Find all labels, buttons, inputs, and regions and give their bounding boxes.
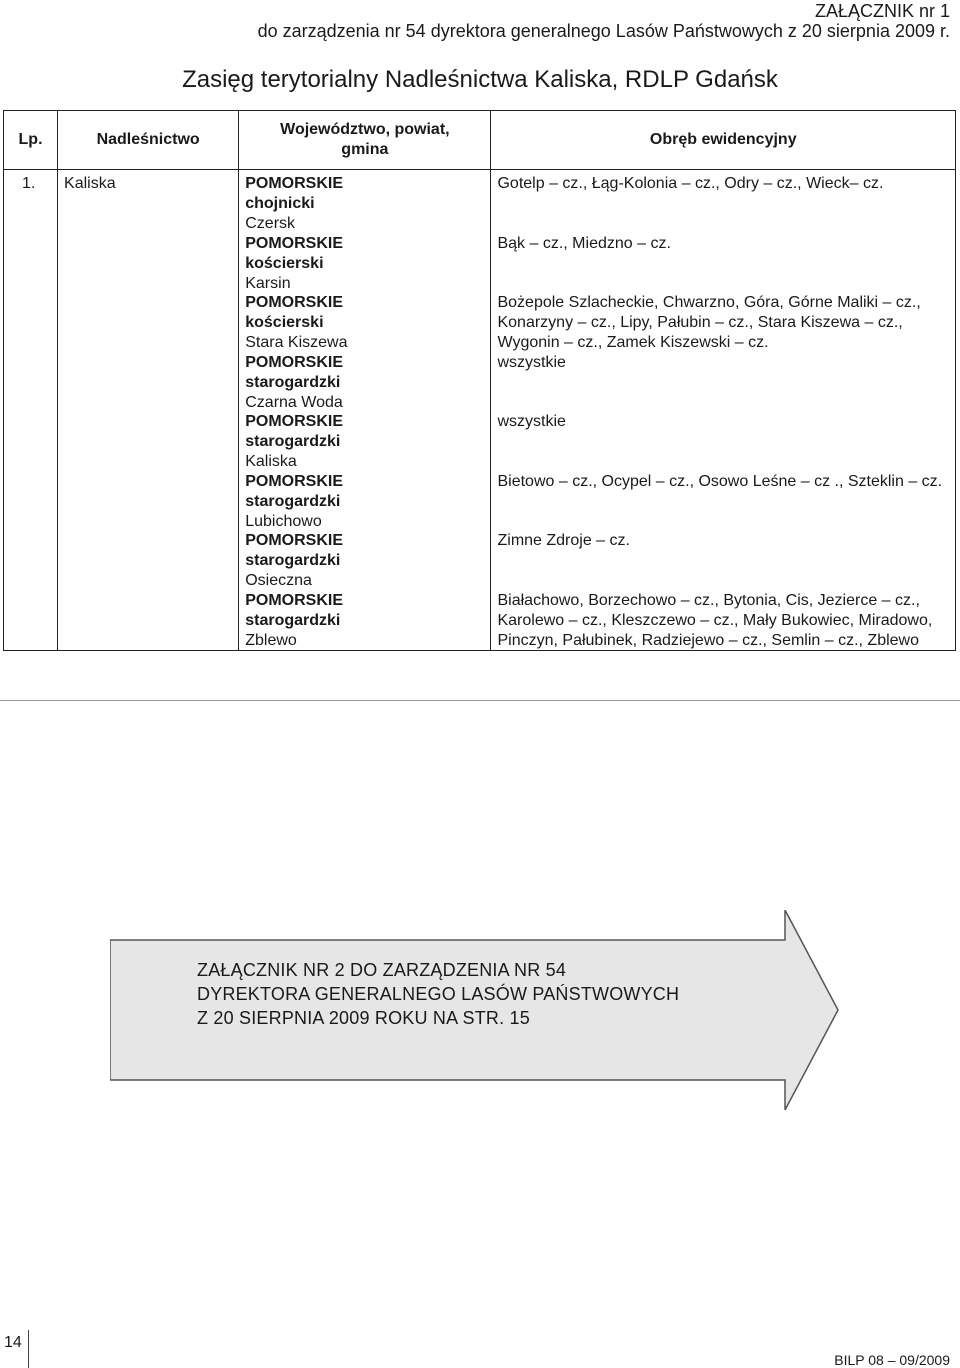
obreb-entry: Bąk – cz., Miedzno – cz. bbox=[497, 234, 671, 252]
voivodeship-name: POMORSKIE bbox=[245, 532, 344, 549]
annex-2-line-1: ZAŁĄCZNIK NR 2 DO ZARZĄDZENIA NR 54 bbox=[197, 960, 567, 980]
nadlesnictwo-value: Kaliska bbox=[64, 175, 116, 192]
page-number: 14 bbox=[4, 1334, 22, 1351]
commune-name: Lubichowo bbox=[245, 512, 322, 530]
territory-table bbox=[3, 110, 956, 651]
county-name: kościerski bbox=[245, 314, 324, 331]
commune-name: Zblewo bbox=[245, 631, 297, 649]
voivodeship-name: POMORSKIE bbox=[245, 591, 344, 609]
commune-name: Kaliska bbox=[245, 453, 297, 470]
voivodeship-name: POMORSKIE bbox=[245, 353, 344, 371]
wojewodztwo-entry bbox=[245, 531, 490, 591]
county-name: starogardzki bbox=[245, 552, 341, 569]
lp-cell bbox=[4, 170, 58, 651]
wojewodztwo-cell bbox=[239, 170, 491, 651]
voivodeship-name: POMORSKIE bbox=[245, 175, 344, 192]
wojewodztwo-entry bbox=[245, 472, 490, 532]
county-name: chojnicki bbox=[245, 195, 315, 212]
obreb-entry: wszystkie bbox=[497, 413, 566, 430]
wojewodztwo-entry bbox=[245, 353, 490, 413]
obreb-cell bbox=[491, 170, 956, 651]
journal-issue: BILP 08 – 09/2009 bbox=[834, 1352, 950, 1368]
wojewodztwo-entry bbox=[245, 174, 490, 234]
county-name: starogardzki bbox=[245, 373, 341, 391]
commune-name: Osieczna bbox=[245, 572, 312, 589]
annex-reference: do zarządzenia nr 54 dyrektora generalnego Lasów Państwowych z 20 sierpnia 2009 r. bbox=[257, 21, 950, 41]
county-name: starogardzki bbox=[245, 611, 341, 629]
section-divider bbox=[0, 700, 960, 701]
wojewodztwo-entry bbox=[245, 293, 490, 353]
commune-name: Karsin bbox=[245, 274, 291, 292]
wojewodztwo-entry bbox=[245, 412, 490, 472]
commune-name: Czersk bbox=[245, 215, 296, 232]
obreb-list bbox=[491, 170, 955, 650]
annex-number: ZAŁĄCZNIK nr 1 bbox=[814, 1, 950, 21]
county-name: starogardzki bbox=[245, 492, 341, 510]
header-wojewodztwo-label: Województwo, powiat, gmina bbox=[280, 121, 450, 158]
wojewodztwo-list bbox=[239, 170, 490, 650]
voivodeship-name: POMORSKIE bbox=[245, 294, 344, 311]
commune-name: Czarna Woda bbox=[245, 393, 343, 411]
obreb-entry: Bożepole Szlacheckie, Chwarzno, Góra, Górne Maliki – cz., Konarzyny – cz., Lipy, Pałubin – cz., Stara Kiszewa – cz., Wygonin – cz., Zamek Kiszewski – cz. bbox=[497, 294, 921, 351]
lp-value: 1. bbox=[22, 175, 36, 192]
obreb-entry: Zimne Zdroje – cz. bbox=[497, 532, 630, 549]
obreb-entry: Gotelp – cz., Łąg-Kolonia – cz., Odry – cz., Wieck– cz. bbox=[497, 175, 884, 192]
annex-2-line-2: DYREKTORA GENERALNEGO LASÓW PAŃSTWOWYCH bbox=[197, 984, 680, 1004]
wojewodztwo-entry bbox=[245, 591, 490, 651]
voivodeship-name: POMORSKIE bbox=[245, 413, 344, 430]
header-wojewodztwo bbox=[239, 111, 491, 170]
county-name: kościerski bbox=[245, 254, 324, 272]
header-obreb: Obręb ewidencyjny bbox=[491, 111, 956, 170]
annex-2-reference bbox=[197, 958, 679, 1030]
obreb-entry: wszystkie bbox=[497, 353, 566, 371]
nadlesnictwo-cell bbox=[58, 170, 239, 651]
header-nadlesnictwo: Nadleśnictwo bbox=[58, 111, 239, 170]
commune-name: Stara Kiszewa bbox=[245, 334, 348, 351]
table-header-row bbox=[4, 111, 956, 170]
voivodeship-name: POMORSKIE bbox=[245, 234, 344, 252]
county-name: starogardzki bbox=[245, 433, 341, 450]
footer-divider bbox=[28, 1330, 29, 1368]
annex-2-line-3: Z 20 SIERPNIA 2009 ROKU NA STR. 15 bbox=[197, 1008, 530, 1028]
obreb-entry: Bietowo – cz., Ocypel – cz., Osowo Leśne – cz ., Szteklin – cz. bbox=[497, 472, 943, 490]
page-title: Zasięg terytorialny Nadleśnictwa Kaliska, RDLP Gdańsk bbox=[182, 66, 778, 93]
header-lp: Lp. bbox=[4, 111, 58, 170]
wojewodztwo-entry bbox=[245, 234, 490, 294]
voivodeship-name: POMORSKIE bbox=[245, 472, 344, 490]
obreb-entry: Białachowo, Borzechowo – cz., Bytonia, Cis, Jezierce – cz., Karolewo – cz., Kleszczewo – cz., Mały Bukowiec, Miradowo, Pinczyn, Pałubinek, Radziejewo – cz., Semlin – cz., Zblewo bbox=[497, 591, 933, 649]
table-row bbox=[4, 170, 956, 651]
